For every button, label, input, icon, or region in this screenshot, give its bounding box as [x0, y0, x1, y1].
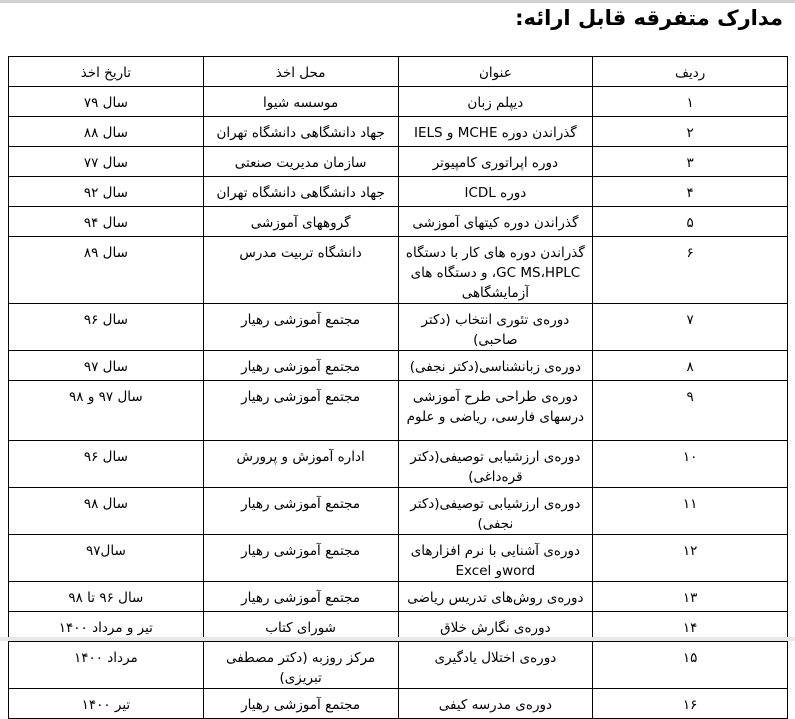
section-title: مدارک متفرقه قابل ارائه:	[515, 6, 783, 30]
row-number: ۱	[593, 87, 788, 117]
row-number: ۶	[593, 237, 788, 304]
row-title: دوره‌ی اختلال یادگیری	[398, 642, 593, 689]
row-number: ۱۰	[593, 441, 788, 488]
row-date: سال ۹۷ و ۹۸	[9, 381, 204, 441]
row-number: ۳	[593, 147, 788, 177]
header-date: تاریخ اخذ	[9, 57, 204, 87]
row-place: مجتمع آموزشی رهیار	[203, 351, 398, 381]
row-number: ۵	[593, 207, 788, 237]
row-number: ۹	[593, 381, 788, 441]
row-title: گذراندن دوره MCHE و IELS	[398, 117, 593, 147]
row-title: دوره‌ی ارزشیابی توصیفی(دکتر قره‌داغی)	[398, 441, 593, 488]
row-number: ۱۶	[593, 689, 788, 719]
row-title: دوره‌ی نگارش خلاق	[398, 612, 593, 642]
table-row	[9, 689, 788, 719]
table-header-row	[9, 57, 788, 87]
table-row	[9, 147, 788, 177]
row-number: ۱۲	[593, 535, 788, 582]
row-title: دیپلم زبان	[398, 87, 593, 117]
row-title: گذراندن دوره کیتهای آموزشی	[398, 207, 593, 237]
bottom-divider	[0, 637, 795, 641]
row-place: سازمان مدیریت صنعتی	[203, 147, 398, 177]
row-number: ۱۱	[593, 488, 788, 535]
row-number: ۱۴	[593, 612, 788, 642]
row-title: دوره‌ی مدرسه کیفی	[398, 689, 593, 719]
row-place: شورای کتاب	[203, 612, 398, 642]
row-date: مرداد ۱۴۰۰	[9, 642, 204, 689]
table-row	[9, 117, 788, 147]
table-row	[9, 87, 788, 117]
table-row	[9, 351, 788, 381]
row-place: جهاد دانشگاهی دانشگاه تهران	[203, 177, 398, 207]
row-place: اداره آموزش و پرورش	[203, 441, 398, 488]
table-row	[9, 237, 788, 304]
row-date: سال ۹۶	[9, 304, 204, 351]
row-date: سال۹۷	[9, 535, 204, 582]
top-divider	[0, 0, 795, 3]
row-date: سال ۸۸	[9, 117, 204, 147]
table-row	[9, 441, 788, 488]
row-title: دوره‌ی تئوری انتخاب (دکتر صاحبی)	[398, 304, 593, 351]
row-place: مجتمع آموزشی رهیار	[203, 488, 398, 535]
row-place: مجتمع آموزشی رهیار	[203, 582, 398, 612]
row-date: سال ۷۷	[9, 147, 204, 177]
row-number: ۷	[593, 304, 788, 351]
row-date: سال ۹۶	[9, 441, 204, 488]
row-date: تیر ۱۴۰۰	[9, 689, 204, 719]
row-place: مجتمع آموزشی رهیار	[203, 689, 398, 719]
table-row	[9, 642, 788, 689]
row-title: دوره‌ی آشنایی با نرم افزارهای wordو Excel	[398, 535, 593, 582]
row-place: مجتمع آموزشی رهیار	[203, 535, 398, 582]
table-row	[9, 177, 788, 207]
row-date: سال ۹۶ تا ۹۸	[9, 582, 204, 612]
row-number: ۲	[593, 117, 788, 147]
row-title: دوره‌ی زبانشناسی(دکتر نجفی)	[398, 351, 593, 381]
table-row	[9, 304, 788, 351]
row-number: ۸	[593, 351, 788, 381]
row-number: ۱۳	[593, 582, 788, 612]
table-row	[9, 207, 788, 237]
table-row	[9, 381, 788, 441]
row-place: دانشگاه تربیت مدرس	[203, 237, 398, 304]
row-date: تیر و مرداد ۱۴۰۰	[9, 612, 204, 642]
header-row-number: ردیف	[593, 57, 788, 87]
row-date: سال ۹۴	[9, 207, 204, 237]
row-title: دوره‌ی روش‌های تدریس ریاضی	[398, 582, 593, 612]
row-place: مرکز روزبه (دکتر مصطفی تبریزی)	[203, 642, 398, 689]
header-title: عنوان	[398, 57, 593, 87]
table-row	[9, 488, 788, 535]
row-date: سال ۹۷	[9, 351, 204, 381]
table-row	[9, 582, 788, 612]
row-place: موسسه شیوا	[203, 87, 398, 117]
row-number: ۴	[593, 177, 788, 207]
row-number: ۱۵	[593, 642, 788, 689]
row-title: دوره‌ی ارزشیابی توصیفی(دکتر نجفی)	[398, 488, 593, 535]
row-place: جهاد دانشگاهی دانشگاه تهران	[203, 117, 398, 147]
row-date: سال ۹۲	[9, 177, 204, 207]
row-place: مجتمع آموزشی رهیار	[203, 381, 398, 441]
header-place: محل اخذ	[203, 57, 398, 87]
row-place: گروههای آموزشی	[203, 207, 398, 237]
row-place: مجتمع آموزشی رهیار	[203, 304, 398, 351]
row-title: گذراندن دوره های کار با دستگاه GC MS،HPLC، و دستگاه های آزمایشگاهی	[398, 237, 593, 304]
certificates-table	[8, 56, 788, 719]
row-date: سال ۷۹	[9, 87, 204, 117]
row-date: سال ۹۸	[9, 488, 204, 535]
row-title: دوره ICDL	[398, 177, 593, 207]
row-title: دوره اپراتوری کامپیوتر	[398, 147, 593, 177]
row-title: دوره‌ی طراحی طرح آموزشی درسهای فارسی، ریاضی و علوم	[398, 381, 593, 441]
table-row	[9, 535, 788, 582]
row-date: سال ۸۹	[9, 237, 204, 304]
